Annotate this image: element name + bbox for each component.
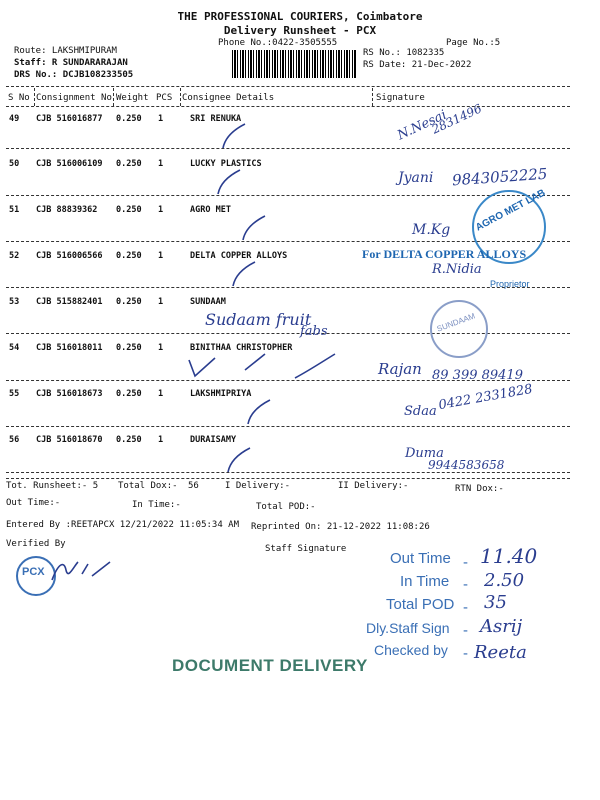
col-pcs: PCS <box>156 93 173 103</box>
row-sno: 51 <box>9 205 20 215</box>
row-divider <box>6 472 570 473</box>
staff-signature: Staff Signature <box>265 544 347 554</box>
row-consignment-no: CJB 516006566 <box>36 251 103 261</box>
verified-by: Verified By <box>6 539 66 549</box>
tick-mark <box>210 166 250 196</box>
divider <box>6 106 570 107</box>
row-consignment-no: CJB 516006109 <box>36 159 103 169</box>
tick-mark <box>215 120 255 150</box>
tick-mark <box>235 212 275 242</box>
reprinted-on: Reprinted On: 21-12-2022 11:08:26 <box>251 522 430 532</box>
col-sep <box>34 88 35 106</box>
row-consignee: AGRO MET <box>190 205 231 215</box>
row-sno: 49 <box>9 114 20 124</box>
col-signature: Signature <box>376 93 425 103</box>
in-time: In Time:- <box>132 500 181 510</box>
row-pcs: 1 <box>158 343 164 353</box>
row-pcs: 1 <box>158 205 164 215</box>
document-delivery-stamp: DOCUMENT DELIVERY <box>172 656 368 675</box>
row-consignee: SUNDAAM <box>190 297 226 307</box>
row-pcs: 1 <box>158 297 164 307</box>
verifier-signature <box>48 556 118 586</box>
row-pcs: 1 <box>158 251 164 261</box>
signature-49: N.Nesai <box>395 107 450 144</box>
row-weight: 0.250 <box>116 159 142 169</box>
signature-53b: fabs <box>300 324 328 339</box>
total-pod-label: Total POD <box>386 596 455 613</box>
row-weight: 0.250 <box>116 205 142 215</box>
phone-55: 0422 2331828 <box>437 381 534 414</box>
phone-56: 9944583658 <box>428 458 505 472</box>
row-consignment-no: CJB 515882401 <box>36 297 103 307</box>
signature-53: Sudaam fruit <box>205 310 312 329</box>
col-sep <box>180 88 181 106</box>
ii-delivery: II Delivery:- <box>338 481 409 491</box>
total-dox-value: 56 <box>188 481 199 491</box>
entered-by: Entered By :REETAPCX 12/21/2022 11:05:34 AM <box>6 520 239 530</box>
row-weight: 0.250 <box>116 251 142 261</box>
row-divider <box>6 148 570 149</box>
row-divider <box>6 287 570 288</box>
stamp-dash: - <box>463 645 468 662</box>
row-pcs: 1 <box>158 159 164 169</box>
divider <box>6 478 570 479</box>
in-time-label: In Time <box>400 573 450 590</box>
out-time-label: Out Time <box>390 550 451 567</box>
tick-mark <box>225 258 265 288</box>
row-consignee: SRI RENUKA <box>190 114 242 124</box>
out-time-value: 11.40 <box>480 544 538 568</box>
row-consignee: BINITHAA CHRISTOPHER <box>190 343 293 353</box>
staff-name: Staff: R SUNDARARAJAN <box>14 58 128 68</box>
tot-runsheet: Tot. Runsheet:- 5 <box>6 481 99 491</box>
total-pod: Total POD:- <box>256 502 316 512</box>
row-sno: 54 <box>9 343 20 353</box>
company-title: THE PROFESSIONAL COURIERS, Coimbatore <box>177 10 423 23</box>
drs-number: DRS No.: DCJB108233505 <box>14 70 134 80</box>
checked-by-value: Reeta <box>474 642 527 663</box>
col-weight: Weight <box>116 93 149 103</box>
tick-mark <box>220 444 260 474</box>
row-sno: 55 <box>9 389 20 399</box>
stamp-dash: - <box>463 554 468 571</box>
signature-55: Sdaa <box>404 404 437 419</box>
phone-50: 9843052225 <box>451 164 548 190</box>
col-sep <box>113 88 114 106</box>
row-weight: 0.250 <box>116 343 142 353</box>
proprietor-label: Proprietor <box>490 279 530 289</box>
signature-56: Duma <box>405 446 444 461</box>
row-consignment-no: CJB 516018673 <box>36 389 103 399</box>
col-sep <box>372 88 373 106</box>
stamp-dash: - <box>463 622 468 639</box>
row-sno: 53 <box>9 297 20 307</box>
row-weight: 0.250 <box>116 435 142 445</box>
signature-50: Jyani <box>398 170 434 186</box>
row-consignment-no: CJB 516018670 <box>36 435 103 445</box>
divider <box>6 86 570 87</box>
signature-52: R.Nidia <box>432 262 482 277</box>
stamp-dash: - <box>463 576 468 593</box>
rtn-dox: RTN Dox:- <box>455 484 504 494</box>
row-weight: 0.250 <box>116 297 142 307</box>
row-pcs: 1 <box>158 114 164 124</box>
row-sno: 52 <box>9 251 20 261</box>
staff-sign-value: Asrij <box>480 616 523 637</box>
row-sno: 50 <box>9 159 20 169</box>
tick-marks <box>185 350 345 384</box>
row-consignee: DURAISAMY <box>190 435 237 445</box>
signature-51: M.Kg <box>412 222 451 238</box>
checked-by-label: Checked by <box>374 642 448 658</box>
runsheet-title: Delivery Runsheet - PCX <box>223 24 377 37</box>
col-consignee: Consignee Details <box>182 93 275 103</box>
phone-49: 2831496 <box>429 101 484 137</box>
phone-54: 89 399 89419 <box>432 368 523 383</box>
row-divider <box>6 426 570 427</box>
row-consignment-no: CJB 516016877 <box>36 114 103 124</box>
row-consignment-no: CJB 88839362 <box>36 205 98 215</box>
agro-stamp-text: AGRO MET LAB <box>473 187 548 234</box>
row-pcs: 1 <box>158 435 164 445</box>
row-consignee: LUCKY PLASTICS <box>190 159 262 169</box>
pcx-stamp-text: PCX <box>22 566 45 578</box>
i-delivery: I Delivery:- <box>225 481 291 491</box>
row-weight: 0.250 <box>116 389 142 399</box>
col-sno: S No <box>8 93 30 103</box>
total-dox-label: Total Dox:- <box>118 481 178 491</box>
col-consignment: Consignment No <box>36 93 112 103</box>
delta-stamp: For DELTA COPPER ALLOYS <box>362 247 527 261</box>
sundaam-stamp-text: SUNDAAM <box>435 311 477 334</box>
out-time: Out Time:- <box>6 498 61 508</box>
row-weight: 0.250 <box>116 114 142 124</box>
rs-date: RS Date: 21-Dec-2022 <box>363 60 472 70</box>
total-pod-value: 35 <box>484 592 507 613</box>
stamp-dash: - <box>463 599 468 616</box>
row-consignee: DELTA COPPER ALLOYS <box>190 251 288 261</box>
rs-number: RS No.: 1082335 <box>363 48 445 58</box>
phone-number: Phone No.:0422-3505555 <box>218 38 338 48</box>
page-number: Page No.:5 <box>446 38 501 48</box>
in-time-value: 2.50 <box>484 570 525 591</box>
row-consignment-no: CJB 516018011 <box>36 343 103 353</box>
row-sno: 56 <box>9 435 20 445</box>
row-divider <box>6 195 570 196</box>
signature-54: Rajan <box>378 360 422 378</box>
row-pcs: 1 <box>158 389 164 399</box>
staff-sign-label: Dly.Staff Sign <box>366 620 450 636</box>
tick-mark <box>240 396 280 426</box>
route: Route: LAKSHMIPURAM <box>14 46 117 56</box>
barcode <box>232 50 357 78</box>
row-consignee: LAKSHMIPRIYA <box>190 389 252 399</box>
